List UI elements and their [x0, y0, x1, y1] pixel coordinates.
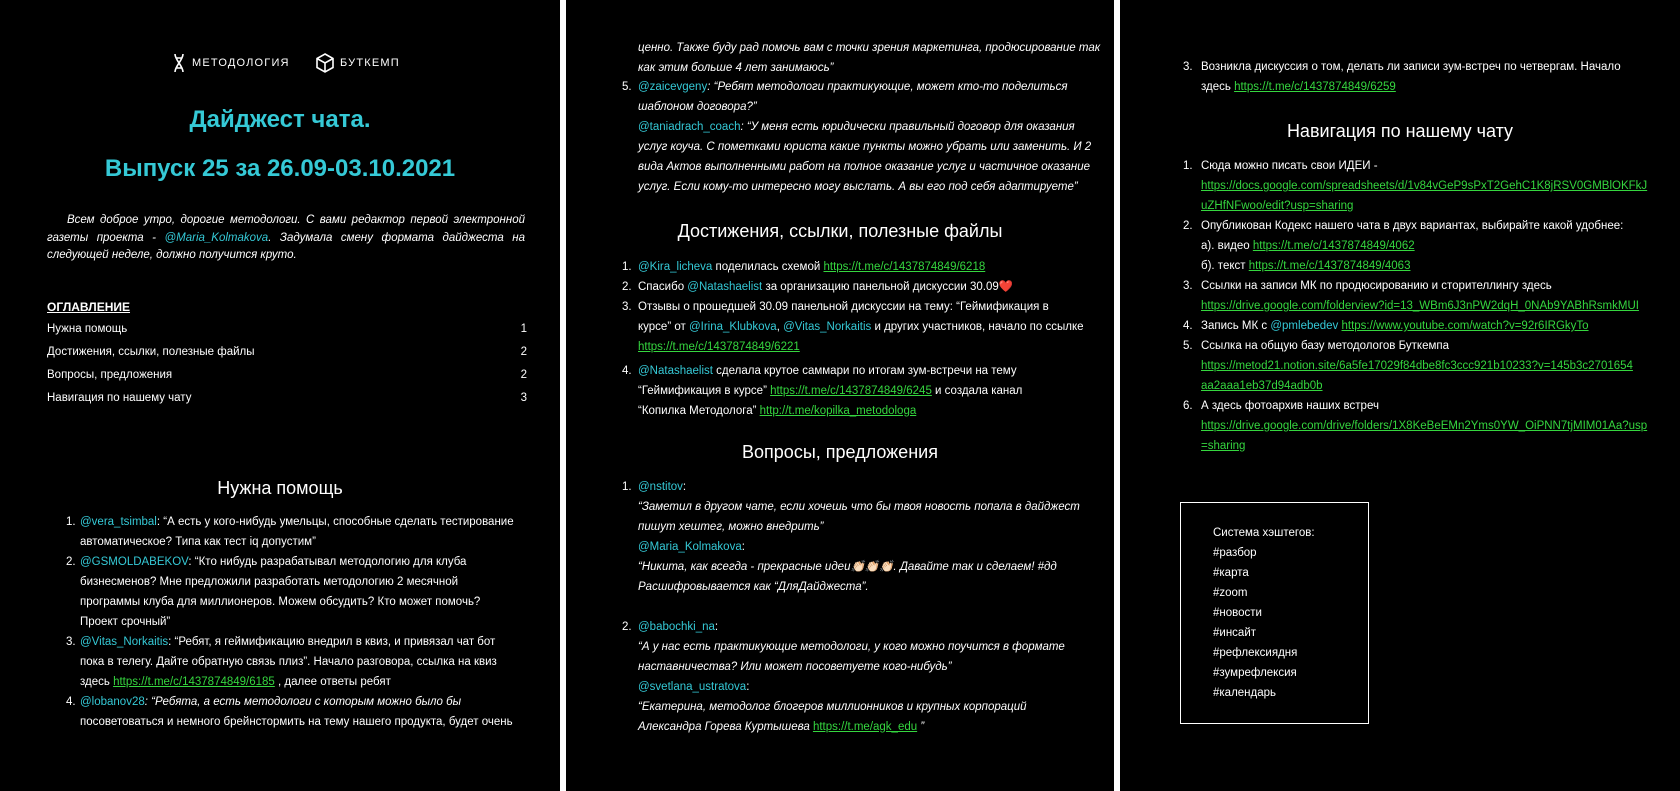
toc-item-page: 3: [520, 392, 527, 404]
text-line: услуг. Если кому-то интересно могу выслать. А вы его под себя адаптируете”: [638, 181, 1078, 193]
text-line: Возникла дискуссия о том, делать ли записи зум-встреч по четвергам. Начало: [1201, 61, 1621, 73]
list-item: [622, 477, 1108, 597]
user-handle[interactable]: @lobanov28: [80, 696, 145, 708]
list-number: 3.: [1183, 61, 1193, 73]
list-number: 5.: [1183, 340, 1193, 352]
text-line: пишут хештег, можно внедрить”: [638, 521, 824, 533]
list-number: 4.: [1183, 320, 1193, 332]
list-item: [622, 257, 1108, 277]
user-handle[interactable]: @vera_tsimbal: [80, 516, 157, 528]
user-handle[interactable]: @Maria_Kolmakova: [638, 541, 742, 553]
toc-item-page: 2: [520, 369, 527, 381]
link[interactable]: uZHfNFwoo/edit?usp=sharing: [1201, 200, 1354, 212]
text-line: ”: [917, 721, 925, 733]
user-handle[interactable]: @Vitas_Norkaitis: [783, 321, 872, 333]
separator: :: [746, 681, 750, 693]
text-line: программы клуба для миллионеров. Можем обсудить? Кто может помочь?: [80, 596, 481, 608]
list-number: 1.: [66, 516, 76, 528]
text-line: пока в телегу. Дайте обратную связь плиз”. Начало разговора, ссылка на квиз: [80, 656, 497, 668]
toc-item-label: Нужна помощь: [47, 323, 128, 335]
text-line: как этим больше 4 лет занимаюсь”: [638, 62, 834, 74]
separator: :: [682, 481, 687, 493]
text-line: Запись МК с: [1201, 320, 1271, 332]
user-handle[interactable]: @svetlana_ustratova: [638, 681, 747, 693]
text-line: Александра Горева Куртышева: [638, 721, 813, 733]
list-number: 2.: [622, 621, 632, 633]
text-line: : “Ребят, я геймификацию внедрил в квиз, и привязал чат бот: [168, 636, 496, 648]
text-line: здесь: [1201, 81, 1235, 93]
hashtag-box-title: Система хэштегов:: [1213, 527, 1315, 539]
section-help-heading: Нужна помощь: [217, 478, 343, 498]
link[interactable]: https://t.me/c/1437874849/6221: [638, 341, 800, 353]
list-item: [1183, 216, 1678, 276]
link[interactable]: https://t.me/c/1437874849/4062: [1252, 240, 1415, 252]
text-line: шаблоном договора?”: [638, 101, 757, 113]
text-line: курсе” от: [638, 321, 689, 333]
page-1: [0, 0, 560, 791]
list-item: [1183, 396, 1678, 456]
toc-item-page: 2: [520, 346, 527, 358]
help-item-4-continued: [638, 38, 1108, 78]
toc-item[interactable]: [47, 365, 527, 388]
help-item-5: [622, 77, 1114, 197]
text-line: сделала крутое саммари по итогам зум-встречи на тему: [712, 365, 1017, 377]
toc-list: [47, 319, 527, 411]
page-2: [566, 0, 1114, 791]
hashtag[interactable]: #разбор: [1213, 547, 1257, 559]
link[interactable]: aa2aaa1eb37d94adb0b: [1201, 380, 1323, 392]
toc-item-label: Навигация по нашему чату: [47, 392, 192, 404]
user-handle[interactable]: @nstitov: [638, 481, 683, 493]
link[interactable]: https://drive.google.com/drive/folders/1X8KeBeEMn2Yms0YW_OiPNN7tjMIM01Aa?usp: [1201, 420, 1648, 432]
text-line: здесь: [80, 676, 114, 688]
list-item: [622, 297, 1108, 357]
text-line: бизнесменов? Мне предложили разработать методологию 2 месячной: [80, 576, 459, 588]
intro-paragraph: [47, 212, 525, 265]
help-item: [66, 512, 556, 552]
list-item: [622, 277, 1108, 297]
text-line: : “У меня есть юридически правильный договор для оказания: [740, 121, 1075, 133]
cube-logo-icon: [316, 53, 334, 73]
user-handle[interactable]: @Irina_Klubkova: [688, 321, 777, 333]
list-number: 2.: [622, 281, 632, 293]
list-item: [1183, 276, 1678, 316]
toc-item[interactable]: [47, 342, 527, 365]
text-line: “Никита, как всегда - прекрасные идеи👏🏻👏🏻👏🏻. Давайте так и сделаем! #дд: [638, 561, 1057, 573]
hashtag[interactable]: #рефлексиядня: [1213, 647, 1298, 659]
link[interactable]: https://docs.google.com/spreadsheets/d/1v84vGeP9sPxT2GehC1K8jRSV0GMBlOKFkJ: [1201, 180, 1648, 192]
list-number: 1.: [1183, 160, 1193, 172]
text-line: вида Актов выполненными работ на полное оказание услуг и частичное оказание: [638, 161, 1090, 173]
separator: :: [741, 541, 745, 553]
section-achievements-heading: Достижения, ссылки, полезные файлы: [677, 221, 1003, 241]
text-line: Расшифровывается как “ДляДайджеста”.: [638, 581, 869, 593]
section-questions-heading: Вопросы, предложения: [742, 442, 938, 462]
text-line: , далее ответы ребят: [274, 676, 391, 688]
text-line: “А у нас есть практикующие методологи, у кого можно поучится в формате: [638, 641, 1065, 653]
user-handle[interactable]: @zaicevgeny: [638, 81, 708, 93]
link[interactable]: https://t.me/c/1437874849/4063: [1248, 260, 1411, 272]
help-item: [66, 692, 556, 732]
hashtag[interactable]: #zoom: [1213, 587, 1248, 599]
help-list: [66, 512, 556, 732]
hashtag[interactable]: #новости: [1213, 607, 1262, 619]
brand-methodology: [172, 53, 290, 73]
list-item: [622, 361, 1108, 421]
digest-title: Дайджест чата.: [189, 106, 371, 133]
intro-text-b: . Задумала смену формата дайджеста на следующей неделе, должно получится круто.: [47, 231, 525, 261]
list-item: [1183, 336, 1678, 396]
text-line: и создала канал: [931, 385, 1023, 397]
separator: :: [714, 621, 719, 633]
text-line: “Заметил в другом чате, если хочешь что бы твоя новость попала в дайджест: [638, 501, 1080, 513]
text-line: А здесь фотоархив наших встреч: [1201, 400, 1379, 412]
text-line: б). текст: [1201, 260, 1249, 272]
text-line: “Геймификация в курсе”: [638, 385, 771, 397]
user-handle[interactable]: @Natashaelist: [638, 365, 713, 377]
help-item: [66, 632, 556, 692]
dna-logo-icon: [172, 53, 186, 73]
hashtag[interactable]: #карта: [1213, 567, 1249, 579]
questions-list: [622, 477, 1108, 737]
text-line: “Екатерина, методолог блогеров миллионников и крупных корпораций: [638, 701, 1027, 713]
text-line: поделилась схемой: [712, 261, 824, 273]
hashtag[interactable]: #зумрефлексия: [1213, 667, 1297, 679]
hashtag-system: [1213, 523, 1315, 703]
user-handle[interactable]: @taniadrach_coach: [638, 121, 741, 133]
list-number: 2.: [1183, 220, 1193, 232]
toc-item-label: Достижения, ссылки, полезные файлы: [47, 346, 255, 358]
discussion-item-3: [1183, 57, 1680, 97]
toc-item-label: Вопросы, предложения: [47, 369, 173, 381]
list-number: 5.: [622, 81, 632, 93]
link[interactable]: https://t.me/c/1437874849/6245: [770, 385, 932, 397]
link[interactable]: http://t.me/kopilka_metodologa: [759, 405, 917, 417]
text-line: за организацию панельной дискуссии 30.09❤️: [762, 281, 1014, 293]
list-number: 4.: [622, 365, 632, 377]
link[interactable]: https://t.me/agk_edu: [812, 721, 918, 733]
hashtag[interactable]: #календарь: [1213, 687, 1277, 699]
list-number: 1.: [622, 261, 632, 273]
text-line: а). видео: [1201, 240, 1253, 252]
list-number: 3.: [66, 636, 76, 648]
user-handle[interactable]: @pmlebedev: [1270, 320, 1339, 332]
user-handle[interactable]: @babochki_na: [638, 621, 715, 633]
separator: ,: [776, 321, 784, 333]
text-line: “Копилка Методолога”: [638, 405, 760, 417]
list-number: 3.: [1183, 280, 1193, 292]
achievements-list: [622, 257, 1108, 421]
text-line: посоветоваться и немного брейнстормить на тему нашего продукта, будет очень: [80, 716, 513, 728]
toc-item[interactable]: [47, 319, 527, 342]
text-line: и других участников, начало по ссылке: [871, 321, 1084, 333]
help-item: [66, 552, 556, 632]
user-handle[interactable]: @Kira_licheva: [638, 261, 713, 273]
text-line: наставничества? Или может посоветуете кого-нибудь”: [638, 661, 952, 673]
list-item: [1183, 156, 1678, 216]
text-line: Проект срочный”: [80, 616, 171, 628]
text-line: Сюда можно писать свои ИДЕИ -: [1201, 160, 1378, 172]
navigation-list: [1183, 156, 1678, 456]
list-number: 6.: [1183, 400, 1193, 412]
text-line: Отзывы о прошедшей 30.09 панельной дискуссии на тему: “Геймификация в: [638, 301, 1049, 313]
link[interactable]: https://t.me/c/1437874849/6218: [823, 261, 986, 273]
hashtag-box: [1180, 502, 1369, 724]
text-line: Ссылка на общую базу методологов Буткемпа: [1201, 340, 1449, 352]
hashtag[interactable]: #инсайт: [1213, 627, 1257, 639]
link[interactable]: https://t.me/c/1437874849/6185: [113, 676, 275, 688]
user-handle[interactable]: @Natashaelist: [687, 281, 763, 293]
text-line: автоматическое? Типа как тест iq допустим”: [80, 536, 316, 548]
list-item: [622, 617, 1108, 737]
text-line: : “Кто нибудь разрабатывал методологию для клуба: [188, 556, 467, 568]
user-handle[interactable]: @Vitas_Norkaitis: [80, 636, 169, 648]
list-number: 4.: [66, 696, 76, 708]
text-line: : “А есть у кого-нибудь умельцы, способные сделать тестирование: [156, 516, 514, 528]
brand-methodology-label: МЕТОДОЛОГИЯ: [192, 57, 290, 69]
page-3: [1120, 0, 1680, 791]
text-line: Спасибо: [638, 281, 688, 293]
list-item: [1183, 316, 1678, 336]
section-navigation-heading: Навигация по нашему чату: [1286, 121, 1514, 141]
link[interactable]: https://metod21.notion.site/6a5fe17029f84dbe8fc3ccc921b10233?v=145b3c2701654: [1201, 360, 1633, 372]
text-line: : “Ребята, а есть методологи с которым можно было бы: [144, 696, 462, 708]
issue-title: Выпуск 25 за 26.09-03.10.2021: [104, 155, 456, 182]
toc-item[interactable]: [47, 388, 527, 411]
list-number: 1.: [622, 481, 632, 493]
editor-handle[interactable]: @Maria_Kolmakova: [164, 231, 269, 244]
link[interactable]: https://t.me/c/1437874849/6259: [1234, 81, 1396, 93]
text-line: Опубликован Кодекс нашего чата в двух вариантах, выбирайте какой удобнее:: [1201, 220, 1624, 232]
text-line: услуг коуча. С пометками юриста какие пункты можно убрать или заменить. И 2: [638, 141, 1092, 153]
brand-bootcamp: [316, 53, 400, 73]
link[interactable]: =sharing: [1201, 440, 1246, 452]
user-handle[interactable]: @GSMOLDABEKOV: [80, 556, 189, 568]
toc-heading: ОГЛАВЛЕНИЕ: [47, 300, 131, 314]
brand-bootcamp-label: БУТКЕМП: [340, 57, 400, 69]
toc-item-page: 1: [520, 323, 527, 335]
text-line: ценно. Также буду рад помочь вам с точки зрения маркетинга, продюсирование так: [638, 42, 1101, 54]
list-number: 2.: [66, 556, 76, 568]
intro-text-a: Всем доброе утро, дорогие методологи. С вами редактор первой электронной газеты проекта -: [47, 214, 525, 244]
link[interactable]: https://www.youtube.com/watch?v=92r6IRGkyTo: [1341, 320, 1589, 332]
text-line: : “Ребят методологи практикующие, может кто-то поделиться: [707, 81, 1068, 93]
text-line: Ссылки на записи МК по продюсированию и сторителлингу здесь: [1201, 280, 1552, 292]
list-number: 3.: [622, 301, 632, 313]
link[interactable]: https://drive.google.com/folderview?id=13_WBm6J3nPW2dqH_0NAb9YABhRsmkMUI: [1201, 300, 1639, 312]
